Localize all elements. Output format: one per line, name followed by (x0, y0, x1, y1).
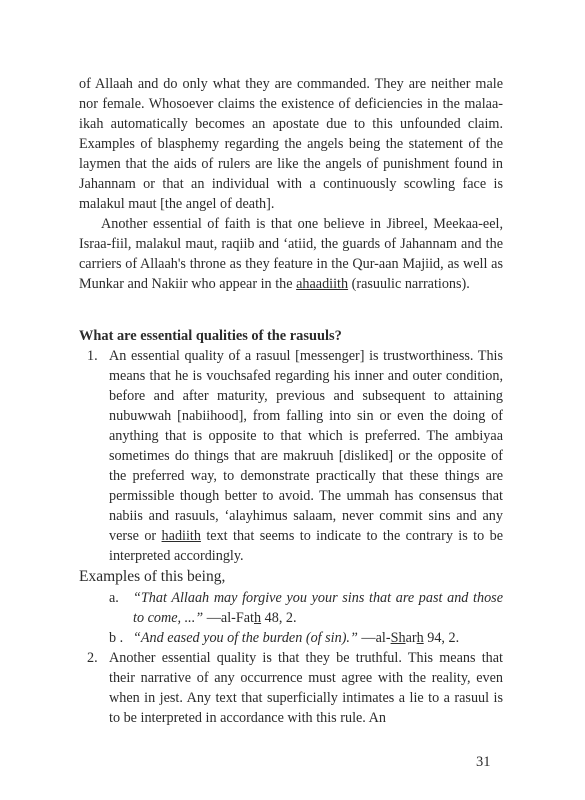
list-item (79, 648, 503, 728)
list-item (79, 346, 503, 566)
page-number: 31 (476, 754, 491, 770)
body-text (79, 74, 503, 294)
paragraph-text: (rasuulic narrations). (348, 276, 470, 292)
list-item-text (109, 346, 503, 566)
reference-underline: Sh (390, 630, 406, 646)
text-part: An essential quality of a rasuul [messenger] is trustworthiness. This means that he is vouchsafed regarding his inner and outer condition, before and after maturity, previous and subsequent to attaining nubuwwah [nabiihood], from falling into sin or even the doing of anything that is opposite to that which is preferred. The ambiyaa sometimes do things that are makruuh [disliked] or the opposite of the preferred way, to demonstrate practically that these things are permissible though better to avoid. The ummah has consensus that nabiis and rasuuls, ‘alayhimus salaam, never commit sins and any verse or (109, 348, 503, 544)
quote: “That Allaah may forgive you your sins that are past and those to come, ...” (133, 590, 503, 626)
sub-list-item (79, 588, 503, 628)
sub-list-item (79, 628, 503, 648)
quote-text (133, 628, 503, 648)
qualities-list (79, 346, 503, 728)
list-item-text: Another essential quality is that they be truthful. This means that their narrative of any occurrence must agree with the reality, even when in jest. Any text that superficially intimates a lie to a rasuul is to be interpreted in accordance with this rule. An (109, 650, 503, 726)
examples-intro: Examples of this being, (79, 568, 226, 585)
underlined-term: ahaadiith (296, 276, 349, 292)
text-part: text that seems to indicate to the contrary is to be interpreted accordingly. (109, 528, 503, 564)
reference: —al- (357, 630, 391, 646)
reference: ar (405, 630, 417, 646)
reference: 48, 2. (261, 610, 297, 626)
sub-list-letter: a. (109, 590, 119, 606)
quote-text (133, 588, 503, 628)
paragraph-essentials-of-faith (79, 214, 503, 294)
list-number: 1. (87, 348, 98, 364)
reference: 94, 2. (423, 630, 460, 646)
paragraph-angels: of Allaah and do only what they are commanded. They are neither male nor female. Whosoever claims the existence of deficiencies in the malaa-ikah automatically becomes an apostate due to this unfounded claim. Examples of blasphemy regarding the angels being the statement of the laymen that the aids of rulers are like the angels of punishment found in Jahannam or that an individual with a continuously scowling face is malakul maut [the angel of death]. (79, 76, 503, 212)
underlined-term: hadiith (161, 528, 201, 544)
paragraph-text: Another essential of faith is that one believe in Jibreel, Meekaa-eel, Israa-fiil, malakul maut, raqiib and ‘atiid, the guards of Jahannam and the carriers of Allaah's throne as they feature in the Qur-aan Majiid, as well as Munkar and Nakiir who appear in the (79, 216, 503, 292)
reference-underline: h (253, 610, 262, 626)
section-heading: What are essential qualities of the rasuuls? (79, 328, 342, 344)
quote: “And eased you of the burden (of sin).” (133, 630, 358, 646)
reference: —al-Fat (203, 610, 254, 626)
sub-list-letter: b . (109, 630, 124, 646)
list-number: 2. (87, 650, 98, 666)
reference-underline: h (416, 630, 424, 646)
